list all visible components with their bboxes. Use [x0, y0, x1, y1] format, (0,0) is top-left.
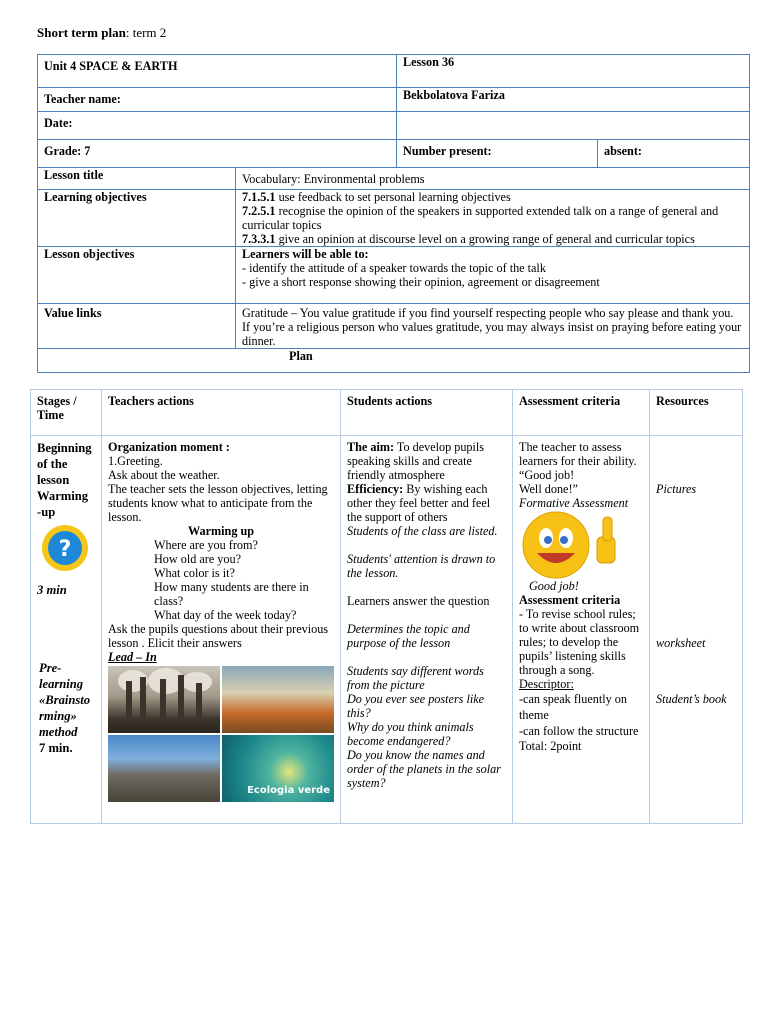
stage2-lines: Pre- learning «Brainsto rming» method: [39, 661, 91, 739]
stage2-time: 7 min.: [39, 741, 73, 755]
warmup-question: How old are you?: [154, 552, 241, 566]
lesson-objectives-label: Lesson objectives: [38, 247, 236, 304]
number-present-label: Number present:: [397, 140, 598, 168]
header-teachers-actions: Teachers actions: [102, 390, 341, 436]
teacher-name-label: Teacher name:: [38, 88, 397, 112]
heading-term: : term 2: [125, 25, 167, 40]
warming-up-title: Warming up: [187, 524, 255, 538]
objective-item: 7.1.5.1 use feedback to set personal learning objectives: [242, 190, 511, 204]
org-moment-title: Organization moment :: [108, 440, 230, 454]
lesson-info-table: [37, 54, 750, 373]
descriptor-label: Descriptor:: [519, 677, 574, 691]
photo-caption: Ecologia verde: [247, 785, 330, 796]
plan-label: Plan: [38, 349, 750, 373]
warmup-question: How many students are there in class?: [154, 580, 309, 608]
polluted-lake-photo: [222, 666, 334, 733]
good-job-label: Good job!: [529, 579, 579, 593]
value-links-text: Gratitude – You value gratitude if you find yourself respecting people who say please and thank you. If you’re a religious person who values gratitude, you may always insist on praying before eating your dinner.: [236, 304, 750, 349]
factory-smoke-photo: [108, 666, 220, 733]
resource-worksheet: worksheet: [656, 636, 706, 650]
teachers-actions-cell: Organization moment : 1.Greeting. Ask about the weather. The teacher sets the lesson objectives, letting students know what to anticipate from the lesson. Warming up Where are you from? How old are you? What color is it? How many students are there in class? What day of the week today? Ask the pupils questions about their previous lesson . Elicit their answers Lead – In Ecologia verde: [102, 436, 341, 824]
question-icon: [41, 524, 89, 572]
aim-text: The aim: To develop pupils speaking skills and create friendly atmosphere: [347, 440, 485, 482]
smiley-thumbs-up-icon: [521, 511, 631, 579]
header-students-actions: Students actions: [341, 390, 513, 436]
assessment-criteria-title: Assessment criteria: [519, 593, 621, 607]
value-links-label: Value links: [38, 304, 236, 349]
lead-in-title: Lead – In: [108, 650, 157, 664]
turtle-plastic-photo: [222, 735, 334, 802]
unit-cell: Unit 4 SPACE & EARTH: [38, 55, 397, 88]
learners-answer: Learners answer the question: [347, 594, 490, 608]
warmup-question: What color is it?: [154, 566, 235, 580]
stages-cell: Beginning of the lesson Warming -up ? 3 min Pre- learning «Brainsto rming» method 7 min.: [31, 436, 102, 824]
environment-photos: [108, 666, 334, 802]
efficiency-text: Efficiency: By wishing each other they feel better and feel the support of others: [347, 482, 491, 524]
resource-students-book: Student’s book: [656, 692, 727, 706]
formative-assessment: Formative Assessment: [519, 496, 629, 510]
header-assessment-criteria: Assessment criteria: [513, 390, 650, 436]
warmup-question: What day of the week today?: [154, 608, 297, 622]
objective-item: 7.2.5.1 recognise the opinion of the speakers in supported extended talk on a range of general and curricular topics: [242, 204, 719, 232]
page-heading: [37, 26, 166, 40]
plan-table: [30, 389, 743, 824]
stage1-time: 3 min: [37, 583, 67, 597]
header-resources: Resources: [650, 390, 743, 436]
lesson-title-label: Lesson title: [38, 168, 236, 190]
objective-item: 7.3.3.1 give an opinion at discourse level on a growing range of general and curricular topics: [242, 232, 695, 246]
lesson-objectives-intro: Learners will be able to:: [242, 247, 369, 261]
date-label: Date:: [38, 112, 397, 140]
resources-cell: [650, 436, 743, 824]
svg-text:?: ?: [58, 537, 72, 562]
lesson-objective-item: - identify the attitude of a speaker towards the topic of the talk: [242, 261, 546, 275]
warmup-question: Where are you from?: [154, 538, 258, 552]
header-stages: Stages / Time: [31, 390, 102, 436]
total-points: Total: 2point: [519, 739, 582, 753]
heading-label: Short term plan: [37, 25, 126, 40]
landfill-photo: [108, 735, 220, 802]
lesson-objectives-list: [236, 247, 750, 304]
teacher-name-value: Bekbolatova Fariza: [397, 88, 750, 112]
absent-label: absent:: [598, 140, 750, 168]
ask-previous-lesson: Ask the pupils questions about their previous lesson . Elicit their answers: [108, 622, 329, 650]
resource-pictures: Pictures: [656, 482, 697, 496]
learning-objectives-label: Learning objectives: [38, 190, 236, 247]
lesson-title-value: Vocabulary: Environmental problems: [236, 168, 750, 190]
date-value: [397, 112, 750, 140]
grade-label: Grade: 7: [38, 140, 397, 168]
students-actions-cell: The aim: To develop pupils speaking skills and create friendly atmosphere Efficiency: By wishing each other they feel better and feel the support of others Students of the class are listed. Students' attention is drawn to the lesson. Learners answer the question Determines the topic and purpose of the lesson Students say different words from the picture Do you ever see posters like this? Why do you think animals become endangered? Do you know the names and order of the planets in the solar system?: [341, 436, 513, 824]
learning-objectives-list: [236, 190, 750, 247]
assessment-cell: The teacher to assess learners for their ability. “Good job! Well done!” Formative Assessment Good job! Assessment criteria - To revise school rules; to write about classroom rules; to develop the pupils’ listening skills through a song. Descriptor: -can speak fluently on theme -can follow the structure Total: 2point: [513, 436, 650, 824]
lesson-objective-item: - give a short response showing their opinion, agreement or disagreement: [242, 275, 600, 289]
lesson-number-cell: Lesson 36: [397, 55, 750, 88]
